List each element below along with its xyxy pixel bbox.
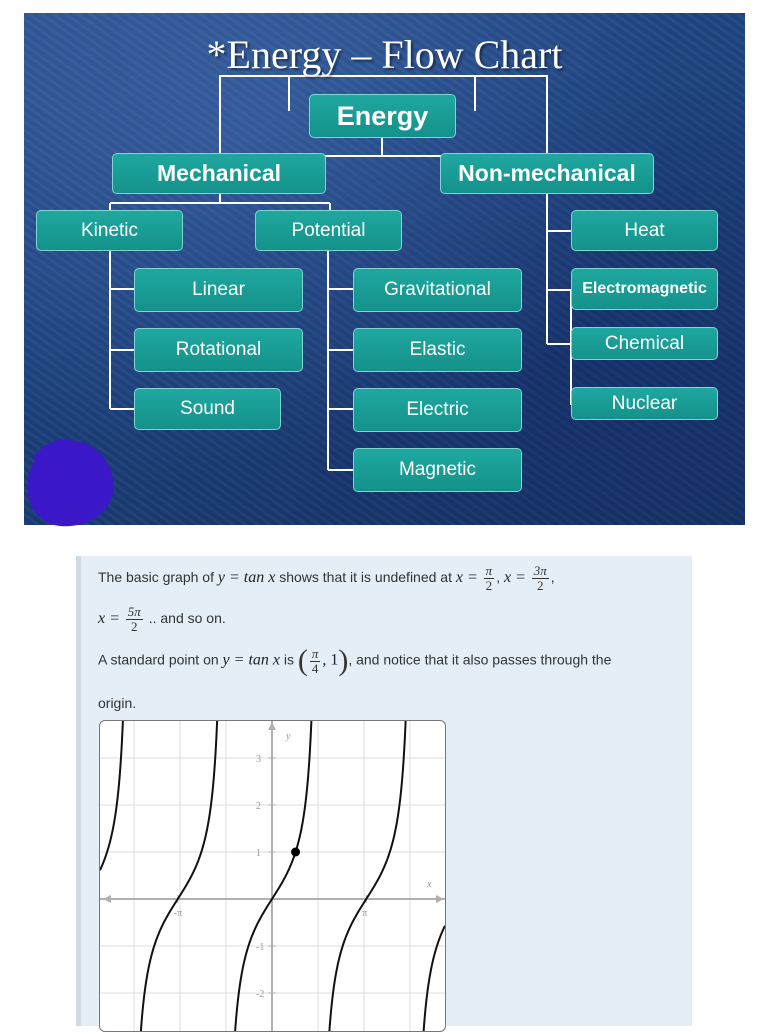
highlight-point xyxy=(291,848,300,857)
fraction-pi-over-2 xyxy=(484,564,495,593)
equation-y-tan-x: y = tan x xyxy=(217,569,276,587)
fraction-den: 2 xyxy=(131,619,138,634)
text-p1-a: The basic graph of xyxy=(98,569,214,586)
tangent-graph-explanation-card xyxy=(76,556,692,1026)
open-paren: ( xyxy=(297,644,308,677)
y-axis-arrow xyxy=(268,722,276,730)
purple-scribble-mark xyxy=(26,438,116,528)
fraction-num: 3π xyxy=(533,563,547,578)
node-energy: Energy xyxy=(309,94,456,138)
y-tick-label: 1 xyxy=(256,848,261,859)
x-axis-arrow xyxy=(436,895,444,903)
node-gravitational: Gravitational xyxy=(353,268,522,312)
text-origin: origin. xyxy=(98,695,137,711)
fraction-den: 2 xyxy=(537,578,544,593)
node-elastic: Elastic xyxy=(353,328,522,372)
paragraph-undefined-points xyxy=(98,564,555,593)
graph-svg xyxy=(100,721,445,1031)
close-paren: ) xyxy=(338,644,349,677)
point-y-value: 1 xyxy=(330,651,339,669)
tan-curve-branch xyxy=(131,721,224,1031)
fraction-num: π xyxy=(485,563,493,578)
node-mechanical: Mechanical xyxy=(112,153,326,194)
y-tick-label: -1 xyxy=(256,942,265,953)
energy-flow-chart-slide xyxy=(24,13,745,525)
x-axis-label: x xyxy=(427,879,432,890)
slide-title: *Energy – Flow Chart xyxy=(206,32,563,77)
node-heat: Heat xyxy=(571,210,718,251)
x-equals-label: x = xyxy=(98,610,120,628)
tan-curve-branch xyxy=(320,721,413,1031)
fraction-num: π xyxy=(311,645,319,661)
y-axis-label: y xyxy=(286,731,291,742)
node-potential: Potential xyxy=(255,210,402,251)
y-tick-label: 2 xyxy=(256,801,261,812)
x-tick-label: -π xyxy=(173,908,183,919)
x-equals-label: x = xyxy=(503,569,526,587)
fraction-3pi-over-2 xyxy=(532,564,549,593)
node-kinetic: Kinetic xyxy=(36,210,183,251)
fraction-pi-over-4 xyxy=(310,647,321,676)
paragraph-and-so-on xyxy=(98,605,226,634)
node-nuclear: Nuclear xyxy=(571,387,718,420)
node-sound: Sound xyxy=(134,388,281,430)
point-comma: , xyxy=(322,651,327,669)
y-tick-label: 3 xyxy=(256,754,261,765)
text-p3-c: , and notice that it also passes through the xyxy=(348,651,612,668)
equation-y-tan-x: y = tan x xyxy=(222,651,280,669)
node-chemical: Chemical xyxy=(571,327,718,360)
tan-curve-branch xyxy=(414,926,445,1031)
fraction-den: 2 xyxy=(485,578,493,593)
tangent-graph xyxy=(99,720,446,1032)
paragraph-standard-point xyxy=(98,646,611,676)
node-magnetic: Magnetic xyxy=(353,448,522,492)
comma: , xyxy=(496,569,501,586)
x-equals-label: x = xyxy=(455,569,478,587)
node-linear: Linear xyxy=(134,268,303,312)
x-axis-arrow xyxy=(103,895,111,903)
node-rotational: Rotational xyxy=(134,328,303,372)
text-p3-b: is xyxy=(283,651,295,668)
node-electromagnetic: Electromagnetic xyxy=(571,268,718,310)
fraction-den: 4 xyxy=(311,660,319,676)
y-tick-label: -2 xyxy=(256,989,265,1000)
fraction-num: 5π xyxy=(127,604,141,619)
text-p1-b: shows that it is undefined at xyxy=(279,569,452,586)
node-electric: Electric xyxy=(353,388,522,432)
x-tick-label: π xyxy=(362,908,368,919)
node-non-mechanical: Non-mechanical xyxy=(440,153,654,194)
comma: , xyxy=(550,569,555,586)
tan-curve-branch xyxy=(100,721,130,870)
fraction-5pi-over-2 xyxy=(126,605,143,634)
text-and-so-on: .. and so on. xyxy=(148,610,226,627)
text-p3-a: A standard point on xyxy=(98,651,219,668)
